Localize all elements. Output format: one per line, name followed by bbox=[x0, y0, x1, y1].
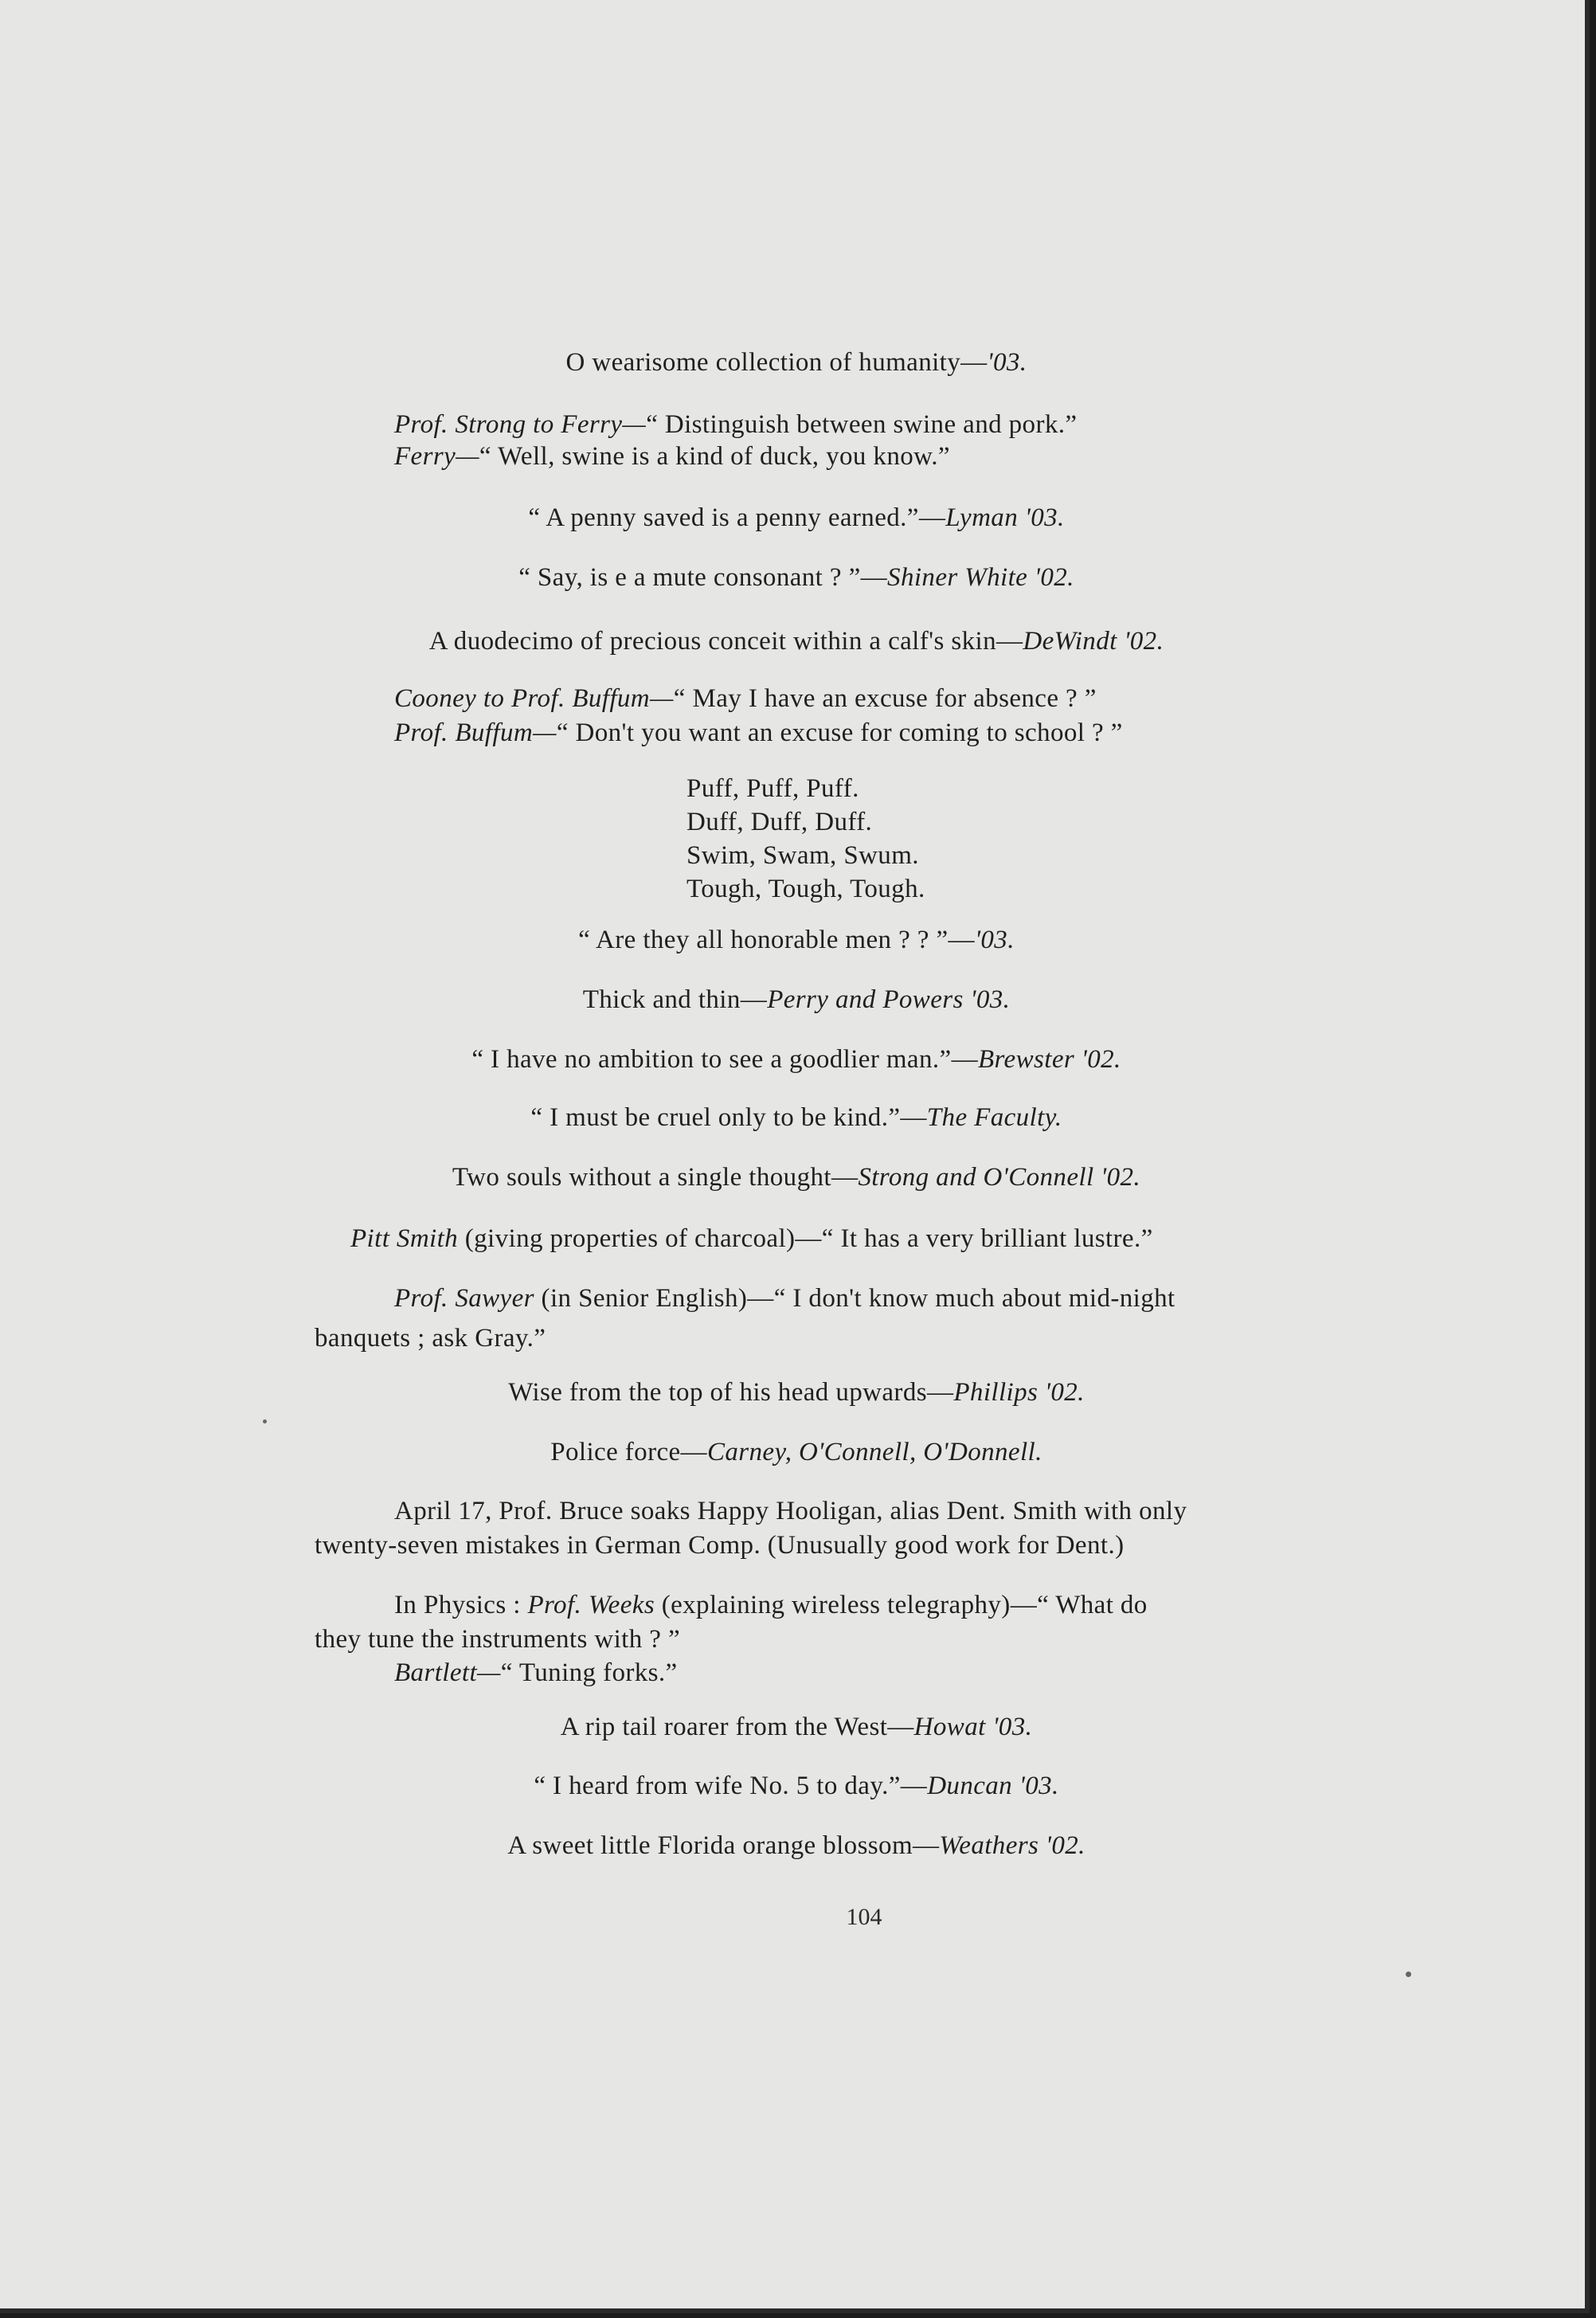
entry-roarer: A rip tail roarer from the West—Howat '03. bbox=[560, 1713, 1033, 1741]
entry-cruel: “ I must be cruel only to be kind.”—The Faculty. bbox=[530, 1103, 1062, 1132]
entry-police: Police force—Carney, O'Connell, O'Donnell. bbox=[550, 1438, 1042, 1466]
paper-speck bbox=[263, 1419, 267, 1423]
paper-speck bbox=[1406, 1971, 1411, 1977]
entry-physics-line3: Bartlett—“ Tuning forks.” bbox=[394, 1658, 678, 1687]
entry-german-line1: April 17, Prof. Bruce soaks Happy Hooligan, alias Dent. Smith with only bbox=[394, 1497, 1187, 1525]
entry-two-souls: Two souls without a single thought—Strong and O'Connell '02. bbox=[452, 1163, 1141, 1192]
entry-wise: Wise from the top of his head upwards—Phillips '02. bbox=[508, 1378, 1085, 1407]
verse-line: Duff, Duff, Duff. bbox=[687, 808, 873, 836]
entry-banquets-line2: banquets ; ask Gray.” bbox=[315, 1324, 546, 1353]
entry-thick-thin: Thick and thin—Perry and Powers '03. bbox=[582, 985, 1011, 1014]
entry-banquets-line1: Prof. Sawyer (in Senior English)—“ I don't know much about mid-night bbox=[394, 1284, 1175, 1313]
entry-ambition: “ I have no ambition to see a goodlier man.”—Brewster '02. bbox=[471, 1045, 1121, 1074]
verse-line: Tough, Tough, Tough. bbox=[687, 875, 925, 903]
entry-duodecimo: A duodecimo of precious conceit within a calf's skin—DeWindt '02. bbox=[428, 627, 1164, 656]
entry-orange-blossom: A sweet little Florida orange blossom—Weathers '02. bbox=[507, 1831, 1086, 1860]
entry-physics-line1: In Physics : Prof. Weeks (explaining wireless telegraphy)—“ What do bbox=[394, 1591, 1148, 1619]
entry-mute-consonant: “ Say, is e a mute consonant ? ”—Shiner White '02. bbox=[518, 563, 1074, 592]
entry-wife: “ I heard from wife No. 5 to day.”—Duncan '03. bbox=[534, 1772, 1059, 1800]
entry-honorable: “ Are they all honorable men ? ? ”—'03. bbox=[578, 926, 1015, 954]
entry-excuse-line1: Cooney to Prof. Buffum—“ May I have an excuse for absence ? ” bbox=[394, 684, 1097, 713]
entry-swine-line2: Ferry—“ Well, swine is a kind of duck, you know.” bbox=[394, 442, 950, 471]
entry-humanity: O wearisome collection of humanity—'03. bbox=[565, 348, 1027, 377]
page-number: 104 bbox=[846, 1904, 882, 1930]
verse-line: Swim, Swam, Swum. bbox=[687, 841, 919, 870]
entry-german-line2: twenty-seven mistakes in German Comp. (Unusually good work for Dent.) bbox=[315, 1531, 1125, 1560]
entry-excuse-line2: Prof. Buffum—“ Don't you want an excuse for coming to school ? ” bbox=[394, 719, 1123, 747]
entry-physics-line2: they tune the instruments with ? ” bbox=[315, 1625, 681, 1654]
entry-charcoal: Pitt Smith (giving properties of charcoal)—“ It has a very brilliant lustre.” bbox=[350, 1224, 1153, 1253]
entry-penny: “ A penny saved is a penny earned.”—Lyman '03. bbox=[528, 503, 1065, 532]
verse-line: Puff, Puff, Puff. bbox=[687, 774, 859, 803]
entry-swine-line1: Prof. Strong to Ferry—“ Distinguish between swine and pork.” bbox=[394, 410, 1078, 439]
